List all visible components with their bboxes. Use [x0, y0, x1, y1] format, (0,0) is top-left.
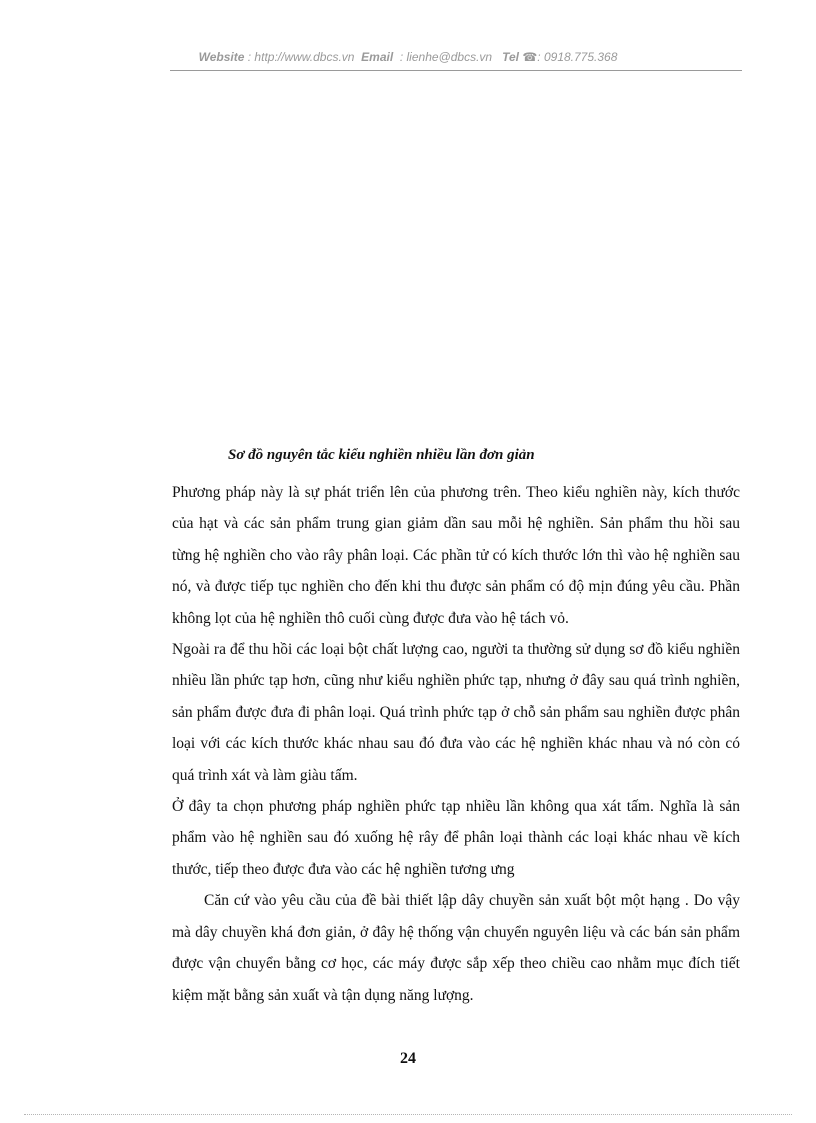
website-value: : http://www.dbcs.vn	[247, 50, 355, 64]
page-number: 24	[400, 1050, 416, 1067]
header-divider	[170, 70, 742, 71]
page-header	[0, 50, 816, 64]
phone-icon: ☎	[522, 50, 538, 64]
website-label: Website	[198, 50, 245, 64]
paragraph-2: Ngoài ra để thu hồi các loại bột chất lượng cao, người ta thường sử dụng sơ đồ kiểu nghiền nhiều lần phức tạp hơn, cũng như kiểu nghiền phức tạp, nhưng ở đây sau quá trình nghiền, sản phẩm được đưa đi phân loại. Quá trình phức tạp ở chỗ sản phẩm sau nghiền được phân loại với các kích thước khác nhau sau đó đưa vào các hệ nghiền khác nhau và nó còn có quá trình xát và làm giàu tấm.	[172, 641, 740, 784]
email-value: : lienhe@dbcs.vn	[399, 50, 493, 64]
paragraph-1: Phương pháp này là sự phát triển lên của phương trên. Theo kiểu nghiền này, kích thước của hạt và các sản phẩm trung gian giảm dần sau mỗi hệ nghiền. Sản phẩm thu hồi sau từng hệ nghiền cho vào rây phân loại. Các phần tử có kích thước lớn thì vào hệ nghiền sau nó, và được tiếp tục nghiền cho đến khi thu được sản phẩm có độ mịn đúng yêu cầu. Phần không lọt của hệ nghiền thô cuối cùng được đưa vào hệ tách vỏ.	[172, 484, 740, 627]
tel-label: Tel	[502, 50, 519, 64]
body-text	[172, 477, 740, 1011]
section-title: Sơ đồ nguyên tắc kiểu nghiền nhiều lần đơn giản	[228, 447, 535, 463]
email-label: Email	[361, 50, 394, 64]
tel-value: : 0918.775.368	[537, 50, 618, 64]
paragraph-4: Căn cứ vào yêu cầu của đề bài thiết lập dây chuyền sản xuất bột một hạng . Do vậy mà dây chuyền khá đơn giản, ở đây hệ thống vận chuyển nguyên liệu và các bán sản phẩm được vận chuyển bằng cơ học, các máy được sắp xếp theo chiều cao nhằm mục đích tiết kiệm mặt bằng sản xuất và tận dụng năng lượng.	[172, 892, 740, 1004]
footer-divider	[24, 1114, 792, 1115]
paragraph-3: Ở đây ta chọn phương pháp nghiền phức tạp nhiều lần không qua xát tấm. Nghĩa là sản phẩm vào hệ nghiền sau đó xuống hệ rây để phân loại thành các loại khác nhau về kích thước, tiếp theo được đưa vào các hệ nghiền tương ưng	[172, 798, 740, 878]
